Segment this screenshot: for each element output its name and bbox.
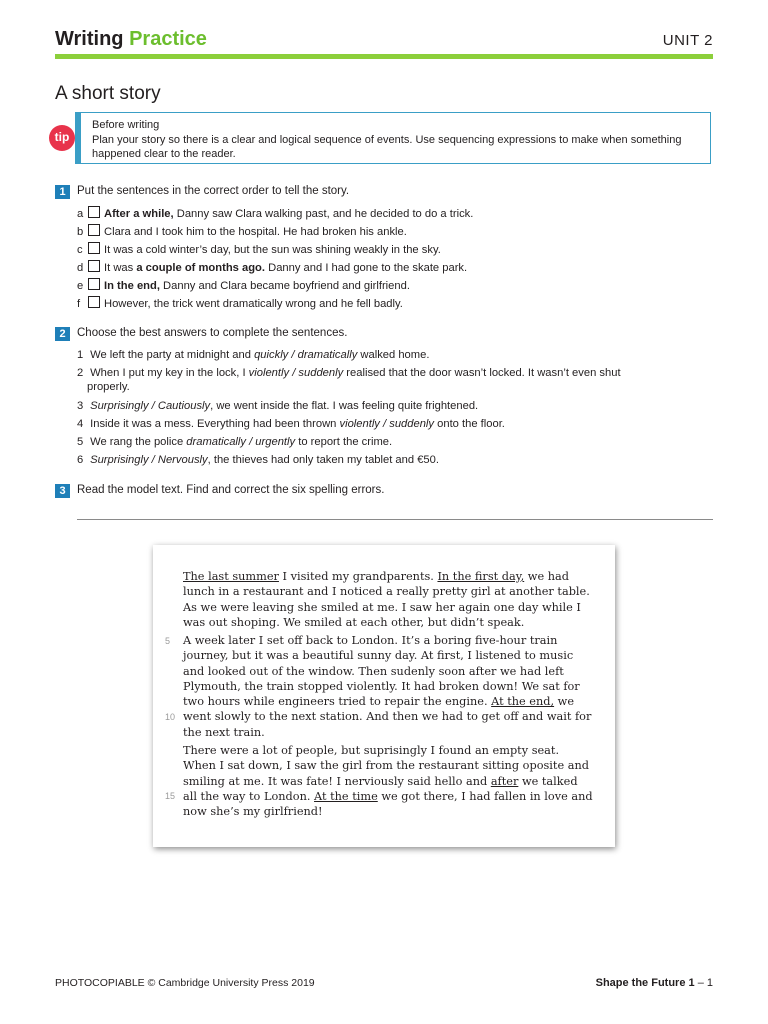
list-item: [77, 206, 473, 220]
item-letter: a: [77, 208, 84, 220]
sequencing-expression: a couple of months ago.: [136, 262, 265, 274]
underlined-expression: In the first day,: [437, 570, 525, 583]
exercise-1-instruction: Put the sentences in the correct order to tell the story.: [77, 185, 350, 197]
item-letter: e: [77, 280, 84, 292]
order-checkbox[interactable]: [88, 260, 100, 272]
item-text: , the thieves had only taken my tablet and €50.: [207, 454, 439, 466]
item-letter: c: [77, 244, 83, 256]
book-title: Shape the Future 1: [595, 977, 695, 989]
list-item: [77, 260, 467, 274]
header-divider: [55, 54, 713, 59]
answer-choice[interactable]: violently / suddenly: [248, 367, 344, 379]
order-checkbox[interactable]: [88, 206, 100, 218]
order-checkbox[interactable]: [88, 242, 100, 254]
model-paragraph-3: [183, 743, 593, 819]
list-item: [77, 453, 707, 467]
model-paragraph-1: [183, 569, 593, 630]
underlined-expression: after: [490, 774, 519, 788]
item-text: , we went inside the flat. I was feeling quite frightened.: [210, 400, 479, 412]
exercise-2-instruction: Choose the best answers to complete the sentences.: [77, 327, 348, 339]
title-word-writing: Writing: [55, 28, 124, 50]
paragraph-text: A week later I set off back to London. It’s a boring five-hour train journey, but it was a beautiful sunny day. At first, I listened to music and looked out of the window. Then sudenly soon after we had left Plymouth, the train stopped violently. It had broken down! We sat for two hours while engineers tried to repair the engine.: [183, 634, 580, 709]
underlined-expression: At the end,: [491, 695, 555, 709]
item-text: onto the floor.: [434, 418, 505, 430]
page-header: [55, 28, 713, 56]
item-letter: d: [77, 262, 84, 274]
item-text-pre: It was: [104, 262, 137, 274]
order-checkbox[interactable]: [88, 296, 100, 308]
item-number: 2: [77, 367, 84, 379]
exercise-3-instruction: Read the model text. Find and correct the six spelling errors.: [77, 484, 385, 496]
paragraph-text: we went slowly to the next station. And then we had to get off and wait for the next train.: [183, 695, 592, 739]
answer-choice[interactable]: Surprisingly / Cautiously: [90, 400, 211, 412]
item-letter: f: [77, 298, 81, 310]
tip-badge: tip: [49, 125, 75, 151]
paragraph-text: There were a lot of people, but suprisingly I found an empty seat. When I sat down, I saw the girl from the restaurant sitting oposite and smiling at me. It was fate! I nerviously said hello and: [183, 744, 589, 788]
section-title: A short story: [55, 83, 161, 104]
item-text: Danny saw Clara walking past, and he decided to do a trick.: [173, 208, 474, 220]
list-item: [77, 278, 410, 292]
underlined-expression: The last summer: [183, 570, 279, 583]
item-text: Clara and I took him to the hospital. He had broken his ankle.: [104, 226, 407, 238]
exercise-number-2: 2: [55, 327, 70, 341]
tip-text: Plan your story so there is a clear and logical sequence of events. Use sequencing expressions to make when something happened clear to the reader.: [92, 134, 682, 160]
item-text: It was a cold winter’s day, but the sun was shining weakly in the sky.: [104, 244, 441, 256]
item-number: 4: [77, 418, 84, 430]
item-text: Inside it was a mess. Everything had been thrown: [90, 418, 340, 430]
item-text: Danny and Clara became boyfriend and girlfriend.: [159, 280, 410, 292]
item-text: walked home.: [357, 349, 430, 361]
list-item: [77, 366, 707, 394]
item-number: 6: [77, 454, 84, 466]
order-checkbox[interactable]: [88, 224, 100, 236]
page-footer-title: [596, 977, 713, 989]
paragraph-text: we had lunch in a restaurant and I noticed a really pretty girl at another table. As we were leaving she smiled at me. I saw her again one day while I was out shoping. We smiled at each other, but didn’t speak.: [183, 570, 590, 629]
item-text: When I put my key in the lock, I: [90, 367, 249, 379]
divider-line: [77, 519, 713, 520]
unit-label: UNIT 2: [662, 32, 713, 49]
answer-choice[interactable]: quickly / dramatically: [254, 349, 358, 361]
exercise-number-1: 1: [55, 185, 70, 199]
tip-heading: Before writing: [92, 119, 160, 131]
line-number: 5: [165, 636, 171, 646]
paragraph-text: I visited my grandparents.: [278, 570, 438, 583]
answer-choice[interactable]: Surprisingly / Nervously: [90, 454, 208, 466]
list-item: [77, 399, 707, 413]
list-item: [77, 417, 707, 431]
item-number: 3: [77, 400, 84, 412]
item-text-continued: properly.: [87, 381, 130, 393]
sequencing-expression: In the end,: [104, 280, 160, 292]
item-text: We rang the police: [90, 436, 187, 448]
page-number: – 1: [694, 977, 713, 989]
paragraph-text: we got there, I had fallen in love and now she’s my girlfriend!: [183, 789, 593, 819]
copyright-notice: PHOTOCOPIABLE © Cambridge University Press 2019: [55, 977, 315, 989]
sequencing-expression: After a while,: [104, 208, 174, 220]
answer-choice[interactable]: dramatically / urgently: [186, 436, 296, 448]
line-number: 10: [165, 712, 176, 722]
underlined-expression: At the time: [314, 789, 378, 803]
list-item: [77, 224, 407, 238]
page-title: [55, 28, 207, 51]
model-paragraph-2: [183, 633, 593, 740]
list-item: [77, 435, 707, 449]
item-text: However, the trick went dramatically wrong and he fell badly.: [104, 298, 403, 310]
order-checkbox[interactable]: [88, 278, 100, 290]
list-item: [77, 296, 403, 310]
item-text: Danny and I had gone to the skate park.: [265, 262, 468, 274]
title-word-practice: Practice: [129, 28, 207, 50]
item-text: to report the crime.: [295, 436, 393, 448]
item-text: realised that the door wasn’t locked. It wasn’t even shut: [343, 367, 621, 379]
list-item: [77, 242, 441, 256]
item-number: 1: [77, 349, 84, 361]
paragraph-text: we talked all the way to London.: [183, 774, 578, 803]
answer-choice[interactable]: violently / suddenly: [339, 418, 435, 430]
line-number: 15: [165, 791, 176, 801]
exercise-number-3: 3: [55, 484, 70, 498]
item-number: 5: [77, 436, 84, 448]
item-letter: b: [77, 226, 84, 238]
list-item: [77, 348, 707, 362]
item-text: We left the party at midnight and: [90, 349, 255, 361]
